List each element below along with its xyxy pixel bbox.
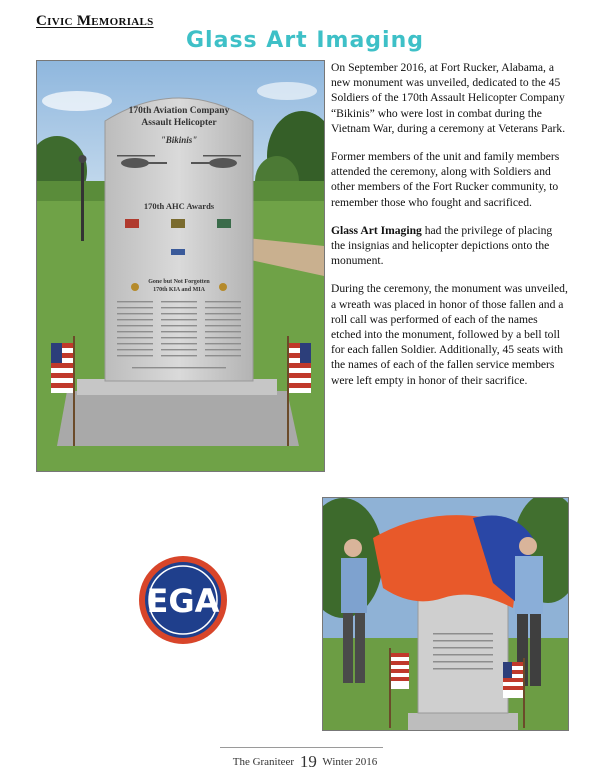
- medal-icon: [219, 283, 227, 291]
- monument-subtitle: Assault Helicopter: [141, 118, 217, 128]
- article-body: [331, 60, 569, 401]
- page-number: 19: [299, 752, 317, 771]
- monument-nickname: "Bikinis": [160, 135, 198, 145]
- article-paragraph: Glass Art Imaging had the privilege of placing the insignias and helicopter depictions onto the monument.: [331, 223, 553, 268]
- monument-title: 170th Aviation Company: [128, 106, 230, 116]
- ribbon-icon: [125, 219, 139, 228]
- medal-icon: [131, 283, 139, 291]
- footer-divider: [220, 747, 383, 748]
- ribbon-icon: [171, 249, 185, 255]
- company-name: Glass Art Imaging: [331, 223, 422, 237]
- ega-logo: [137, 554, 229, 646]
- page-footer: [205, 752, 405, 772]
- issue-date: Winter 2016: [322, 756, 378, 768]
- article-paragraph: During the ceremony, the monument was unveiled, a wreath was placed in honor of those fallen and a roll call was performed of each of the names etched into the monument, followed by a bell toll for each fallen Soldier. Additionally, 45 seats with the names of each of the fallen service members were left empty in honor of their sacrifice.: [331, 282, 568, 387]
- article-paragraph: On September 2016, at Fort Rucker, Alabama, a new monument was unveiled, dedicated to the 45 Soldiers of the 170th Assault Helicopter Company “Bikinis” who were lost in combat during the Vietnam War, during a ceremony at Veterans Park.: [331, 61, 566, 135]
- kia-title: Gone but Not Forgotten: [148, 279, 210, 285]
- ribbon-icon: [217, 219, 231, 228]
- magazine-name: The Graniteer: [232, 756, 295, 768]
- headline: Glass Art Imaging: [186, 28, 424, 53]
- section-label: Civic Memorials: [36, 13, 154, 29]
- awards-title: 170th AHC Awards: [143, 201, 215, 211]
- kia-subtitle: 170th KIA and MIA: [153, 287, 205, 293]
- unveiling-photo: [322, 497, 569, 731]
- monument-photo: [36, 60, 325, 472]
- ribbon-icon: [171, 219, 185, 228]
- logo-text: EGA: [146, 582, 220, 620]
- article-paragraph: Former members of the unit and family members attended the ceremony, along with Soldiers and other members of the Fort Rucker community, to remember those who fought and sacrificed.: [331, 150, 560, 209]
